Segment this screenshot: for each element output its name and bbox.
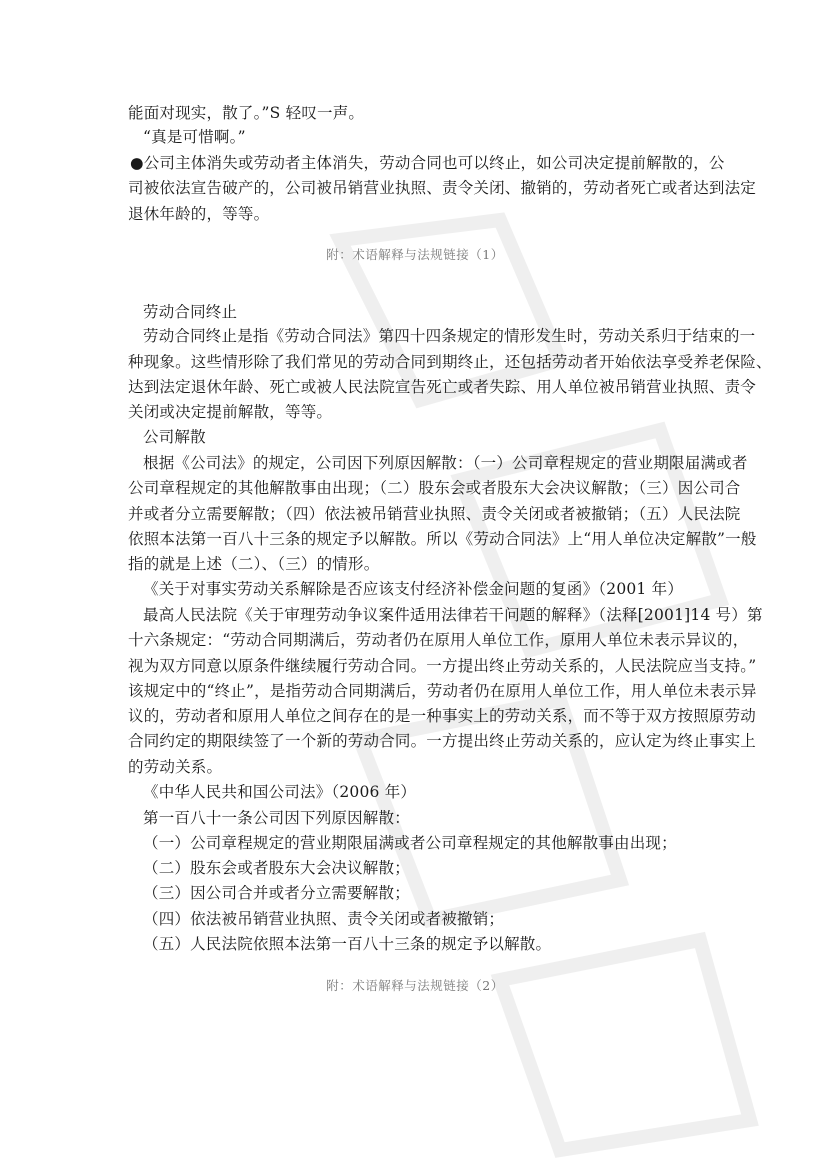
text-line: 该规定中的“终止”，是指劳动合同期满后，劳动者仍在原用人单位工作，用人单位未表示异 <box>128 682 757 700</box>
section-caption: 附：术语解释与法规链接（2） <box>326 978 504 993</box>
text-line: 议的，劳动者和原用人单位之间存在的是一种事实上的劳动关系，而不等于双方按照原劳动 <box>128 707 757 725</box>
list-item: （三）因公司合并或者分立需要解散； <box>143 884 410 902</box>
section-caption: 附：术语解释与法规链接（1） <box>326 247 504 262</box>
text-line: 十六条规定：“劳动合同期满后，劳动者仍在原用人单位工作，原用人单位未表示异议的， <box>128 631 749 649</box>
text-line: 劳动合同终止是指《劳动合同法》第四十四条规定的情形发生时，劳动关系归于结束的一 <box>143 327 756 345</box>
text-line: 根据《公司法》的规定，公司因下列原因解散：（一）公司章程规定的营业期限届满或者 <box>143 454 748 472</box>
section-heading: 《中华人民共和国公司法》（2006 年） <box>143 783 417 801</box>
list-item: （四）依法被吊销营业执照、责令关闭或者被撤销； <box>143 910 505 928</box>
text-line: 能面对现实，散了。”S 轻叹一声。 <box>128 104 365 122</box>
section-heading: 《关于对事实劳动关系解除是否应该支付经济补偿金问题的复函》（2001 年） <box>143 580 684 598</box>
text-line: 达到法定退休年龄、死亡或被人民法院宣告死亡或者失踪、用人单位被吊销营业执照、责令 <box>128 378 757 396</box>
text-line: 依照本法第一百八十三条的规定予以解散。所以《劳动合同法》上“用人单位决定解散”一般 <box>128 530 757 548</box>
text-line: 关闭或决定提前解散，等等。 <box>128 403 333 421</box>
text-line: 第一百八十一条公司因下列原因解散： <box>143 809 410 827</box>
section-heading: 公司解散 <box>143 428 206 446</box>
text-line: 最高人民法院《关于审理劳动争议案件适用法律若干问题的解释》（法释[2001]14 号）第 <box>143 606 763 624</box>
text-line: 的劳动关系。 <box>128 758 223 776</box>
text-line: 合同约定的期限续签了一个新的劳动合同。一方提出终止劳动关系的，应认定为终止事实上 <box>128 732 757 750</box>
text-line: 公司章程规定的其他解散事由出现；（二）股东会或者股东大会决议解散；（三）因公司合 <box>128 479 741 497</box>
text-line: 指的就是上述（二）、（三）的情形。 <box>128 555 380 573</box>
text-line: ●公司主体消失或劳动者主体消失，劳动合同也可以终止，如公司决定提前解散的，公 <box>130 154 725 172</box>
section-heading: 劳动合同终止 <box>143 303 238 321</box>
text-line: 视为双方同意以原条件继续履行劳动合同。一方提出终止劳动关系的，人民法院应当支持。” <box>128 657 757 675</box>
text-line: 并或者分立需要解散；（四）依法被吊销营业执照、责令关闭或者被撤销；（五）人民法院 <box>128 505 741 523</box>
text-line: 退休年龄的，等等。 <box>128 205 270 223</box>
text-line: 司被依法宣告破产的，公司被吊销营业执照、责令关闭、撤销的，劳动者死亡或者达到法定 <box>128 179 757 197</box>
text-line: 种现象。这些情形除了我们常见的劳动合同到期终止，还包括劳动者开始依法享受养老保险、 <box>128 353 772 371</box>
list-item: （五）人民法院依照本法第一百八十三条的规定予以解散。 <box>143 935 552 953</box>
text-line: “真是可惜啊。” <box>143 128 246 146</box>
list-item: （二）股东会或者股东大会决议解散； <box>143 859 410 877</box>
list-item: （一）公司章程规定的营业期限届满或者公司章程规定的其他解散事由出现； <box>143 834 677 852</box>
